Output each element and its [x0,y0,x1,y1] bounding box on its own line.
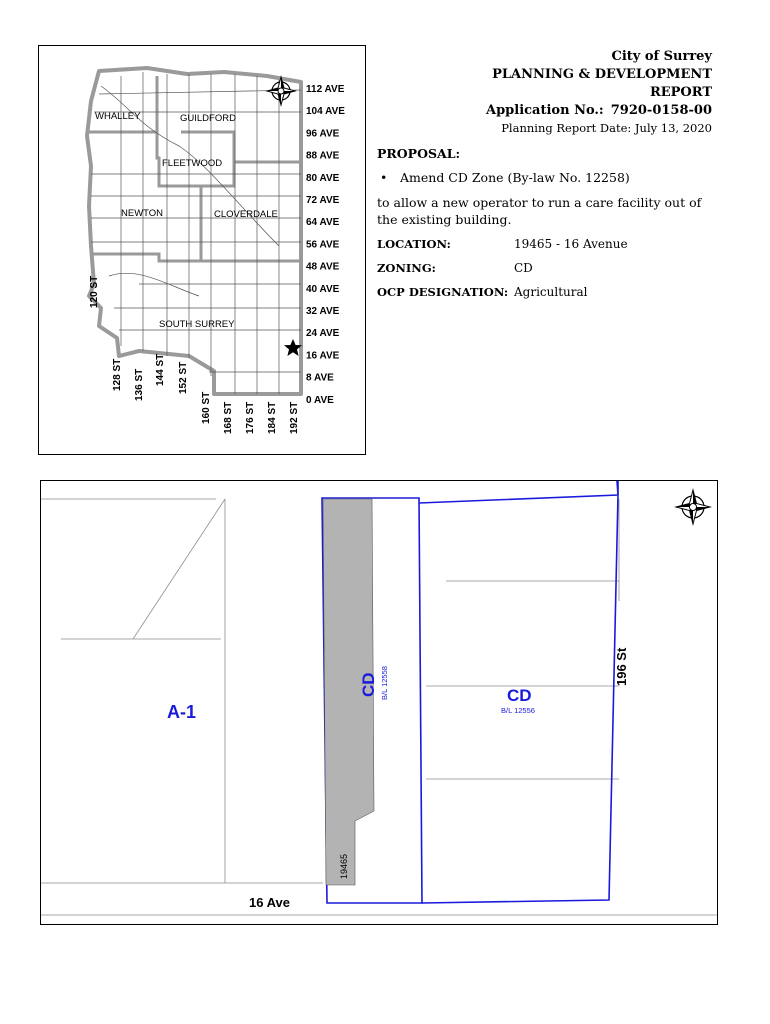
street-label-16-ave: 16 Ave [249,895,290,910]
key-map [38,45,366,455]
avenue-label: 64 AVE [306,217,340,229]
avenue-label: 40 AVE [306,283,340,295]
street-label: 128 ST [112,358,123,391]
address-label: 19465 [339,853,349,879]
area-label-whalley: WHALLEY [95,111,141,122]
avenue-label: 0 AVE [306,394,334,406]
zoning-value: CD [514,261,533,275]
avenue-label: 72 AVE [306,195,340,206]
area-label-cloverdale: CLOVERDALE [214,209,278,220]
avenue-label: 112 AVE [306,84,345,95]
ocp-value: Agricultural [514,285,588,299]
street-label: 168 ST [223,401,234,434]
location-label: LOCATION: [377,237,451,251]
avenue-labels [306,84,345,406]
street-label: 160 ST [201,391,212,424]
report-date: Planning Report Date: July 13, 2020 [501,121,712,135]
proposal-bullet [380,170,630,185]
bylaw-label-subject: B/L 12558 [380,666,389,700]
street-label: 192 ST [289,401,300,434]
site-map-graphic [41,481,718,925]
zoning-row [377,261,533,275]
avenue-label: 104 AVE [306,106,345,118]
report-header [440,48,712,120]
street-label: 176 ST [245,401,256,434]
proposal-heading: PROPOSAL: [377,146,461,161]
application-number: 7920-0158-00 [610,103,712,118]
zone-label-east: CD [507,686,532,705]
avenue-label: 88 AVE [306,150,340,162]
zoning-label: ZONING: [377,261,436,275]
avenue-label: 8 AVE [306,372,334,384]
location-value: 19465 - 16 Avenue [514,237,628,251]
area-label-south-surrey: SOUTH SURREY [159,319,235,330]
south-surrey-boundary [91,254,301,261]
ocp-label: OCP DESIGNATION: [377,285,509,299]
avenue-label: 48 AVE [306,261,340,273]
site-map [40,480,718,925]
avenue-label: 80 AVE [306,172,340,184]
bullet-icon: • [380,170,388,185]
application-label: Application No.: [486,103,604,118]
street-label: 152 ST [178,361,189,394]
area-label-guildford: GUILDFORD [180,113,236,124]
avenue-label: 96 AVE [306,128,340,140]
street-label-196-st: 196 St [614,647,629,686]
street-label: 184 ST [267,401,278,434]
application-line [440,102,712,120]
bylaw-label-east: B/L 12556 [501,706,535,715]
proposal-bullet-text: Amend CD Zone (By-law No. 12258) [400,170,630,185]
street-label: 144 ST [155,353,166,386]
area-label-newton: NEWTON [121,208,164,219]
avenue-label: 16 AVE [306,350,340,362]
street-label: 120 ST [89,275,100,308]
zone-label-subject: CD [359,672,378,697]
key-map-graphic [39,46,367,456]
street-label: 136 ST [134,368,145,401]
ocp-row [377,285,588,299]
proposal-description: to allow a new operator to run a care facility out of the existing building. [377,195,702,227]
location-row [377,237,628,251]
compass-rose-icon [676,490,710,524]
avenue-label: 24 AVE [306,328,340,340]
avenue-label: 32 AVE [306,306,340,317]
zone-label-west: A-1 [167,702,197,722]
report-title: PLANNING & DEVELOPMENT REPORT [492,67,712,100]
area-label-fleetwood: FLEETWOOD [162,158,223,169]
avenue-label: 56 AVE [306,239,340,251]
city-name: City of Surrey [611,49,712,64]
